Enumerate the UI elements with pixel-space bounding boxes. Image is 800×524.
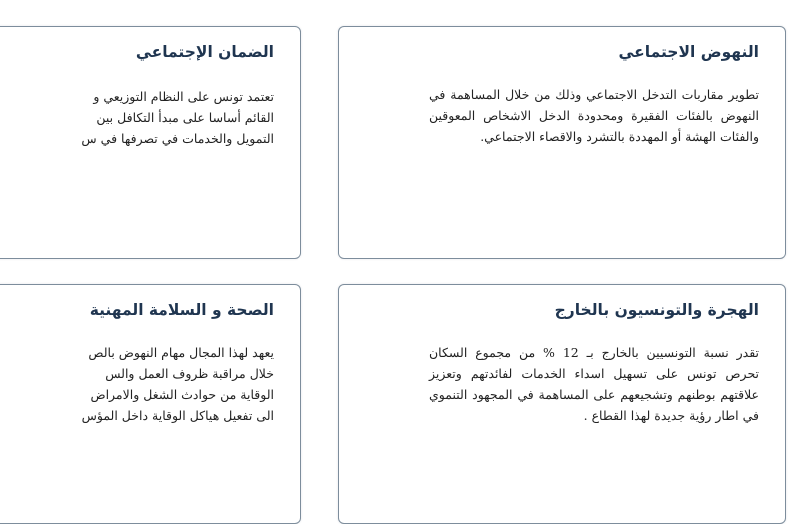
card-title[interactable]: الصحة و السلامة المهنية	[89, 301, 274, 319]
card-occupational-health[interactable]	[0, 284, 301, 524]
card-text-line: الى تفعيل هياكل الوقاية داخل المؤس	[81, 408, 274, 423]
card-title[interactable]: الهجرة والتونسيون بالخارج	[554, 301, 759, 319]
card-text: تطوير مقاربات التدخل الاجتماعي وذلك من خلال المساهمة في النهوض بالفئات الفقيرة ومحدودة الدخل الاشخاص المعوقين والفئات الهشة أو المهددة بالتشرد والاقصاء الاجتماعي.	[429, 87, 759, 144]
card-migration[interactable]	[338, 284, 786, 524]
card-text	[82, 342, 274, 426]
card-social-advancement[interactable]	[338, 26, 786, 259]
card-text	[81, 86, 274, 149]
card-title[interactable]: الضمان الإجتماعي	[135, 43, 274, 61]
card-social-security[interactable]	[0, 26, 301, 259]
card-text-line: التمويل والخدمات في تصرفها في س	[81, 131, 274, 146]
card-title[interactable]: النهوض الاجتماعي	[618, 43, 759, 61]
card-text-line: القائم أساسا على مبدأ التكافل بين	[96, 110, 274, 125]
card-text: تقدر نسبة التونسيين بالخارج بـ 12 % من مجموع السكان تحرص تونس على تسهيل اسداء الخدمات لفائدتهم وتعزيز علاقتهم بوطنهم وتشجيعهم على المساهمة في المجهود التنموي في اطار رؤية جديدة لهذا القطاع .	[429, 345, 759, 423]
card-text-line: يعهد لهذا المجال مهام النهوض بالص	[88, 345, 274, 360]
card-text-line: خلال مراقبة ظروف العمل والس	[105, 366, 274, 381]
card-text-line: تعتمد تونس على النظام التوزيعي و	[93, 89, 274, 104]
card-text-line: الوقاية من حوادث الشغل والامراض	[90, 387, 274, 402]
